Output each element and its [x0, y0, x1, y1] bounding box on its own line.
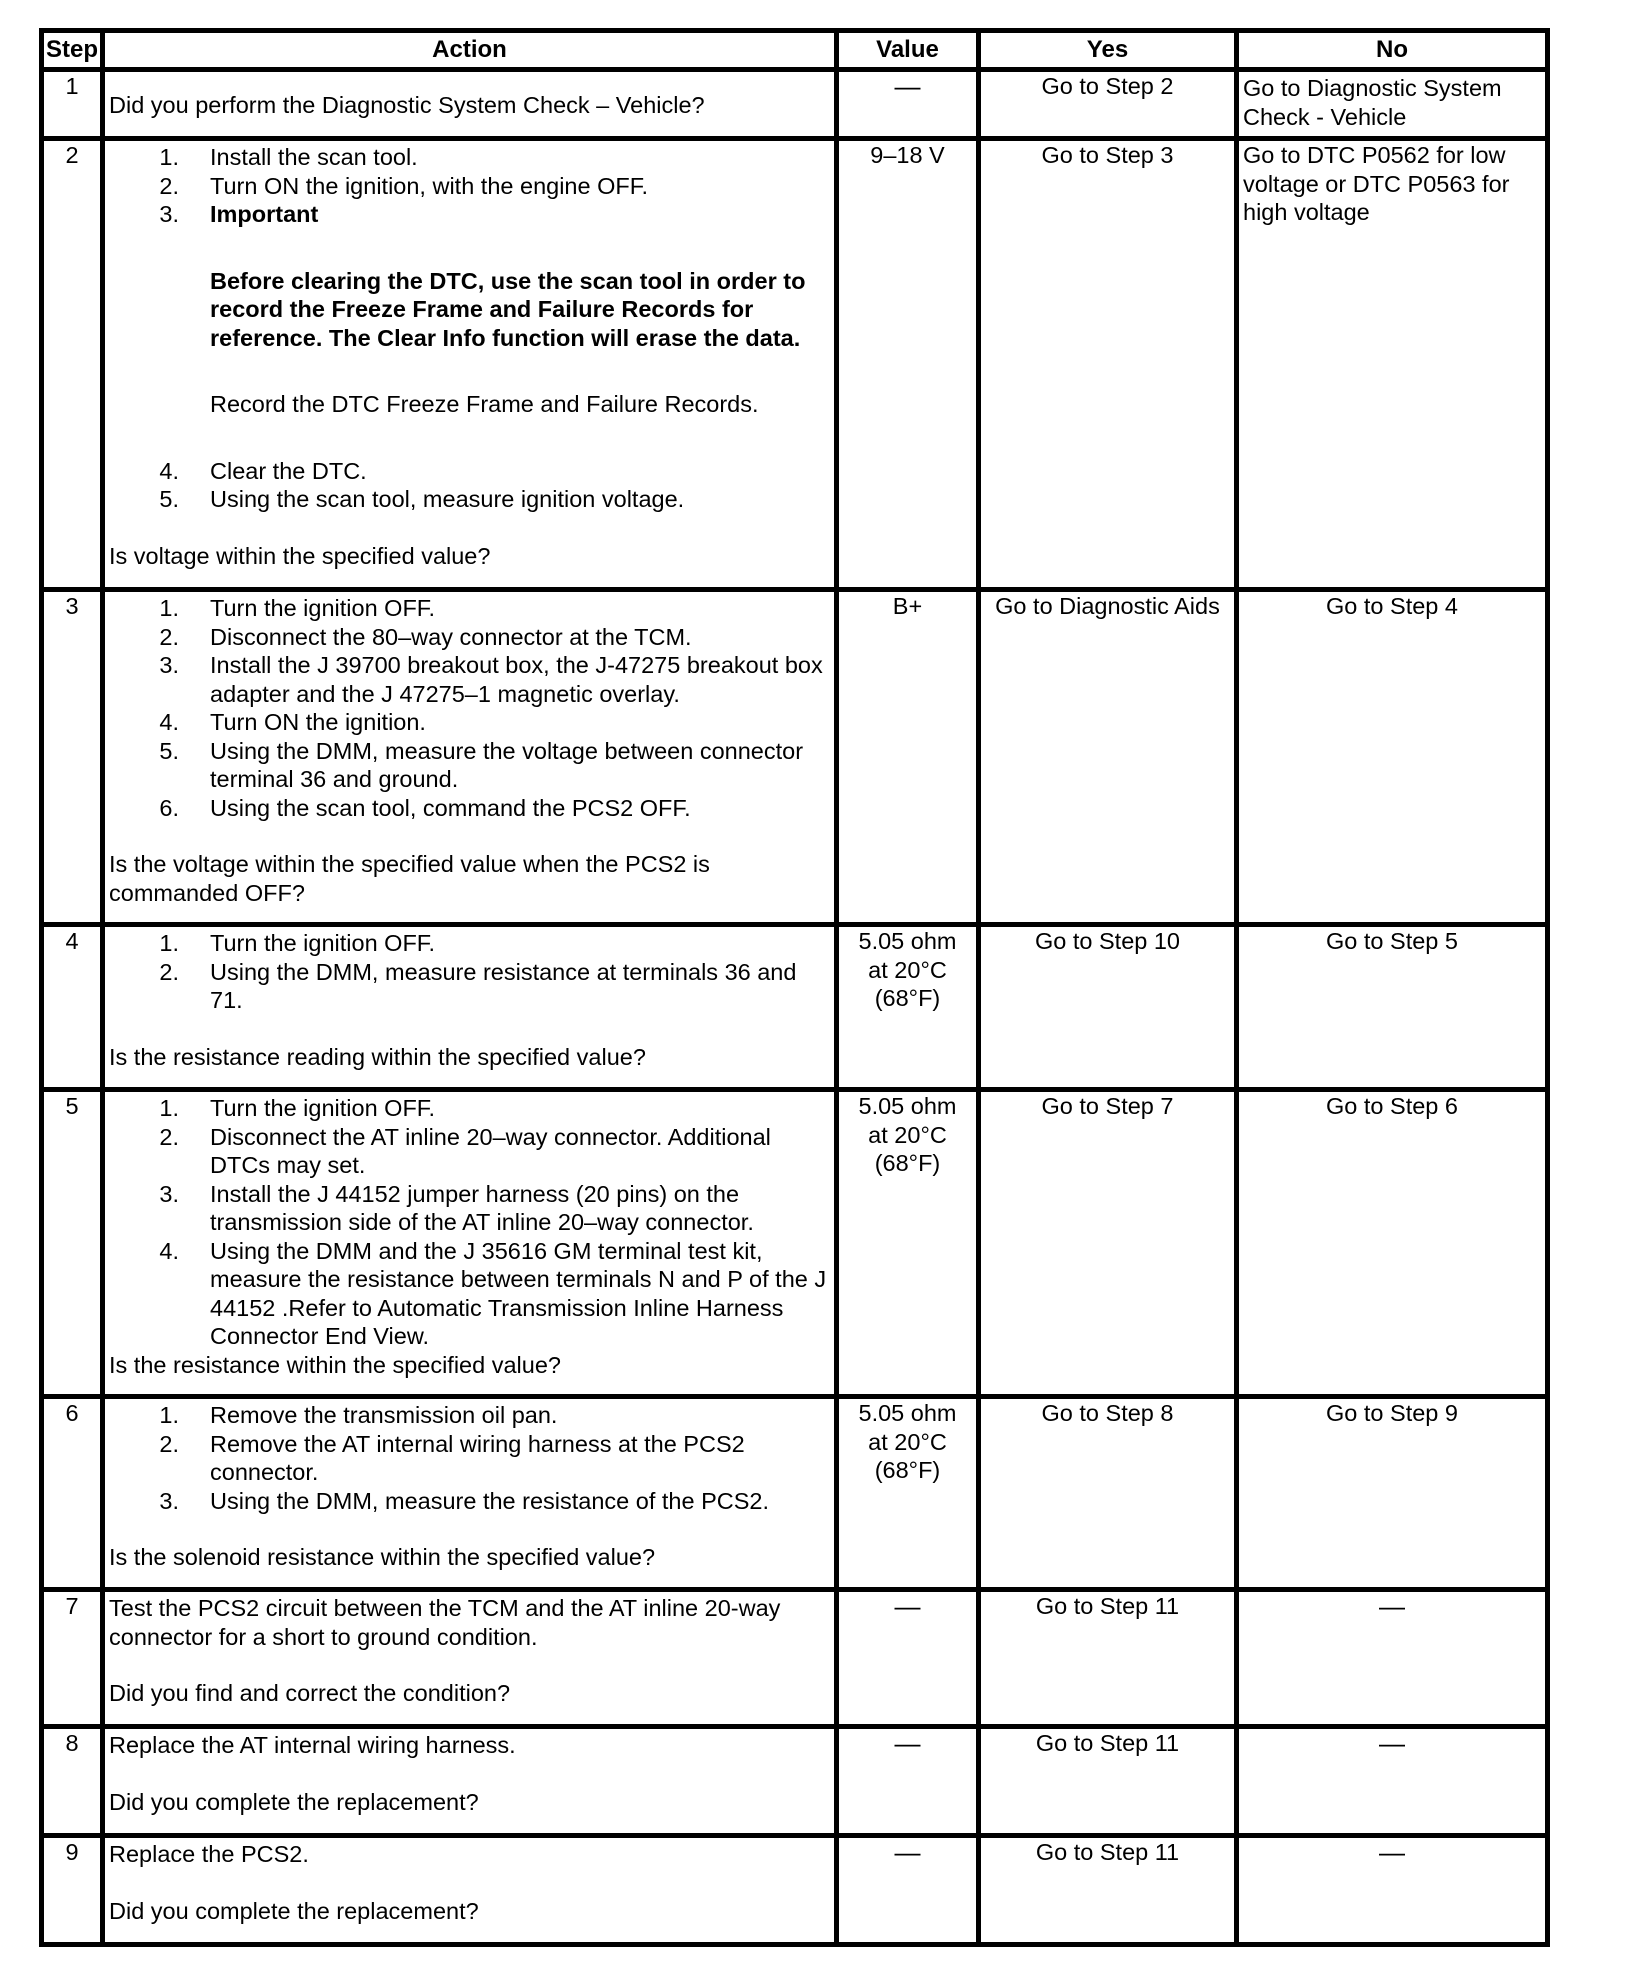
step-number: 2: [42, 139, 103, 590]
list-item: 3. Important: [159, 201, 319, 227]
step-number: 3: [42, 590, 103, 925]
table-row: [42, 1590, 1548, 1727]
yes-text: Go to Step 2: [1041, 73, 1174, 99]
no-text: Go to Diagnostic System Check - Vehicle: [1243, 75, 1502, 130]
step-number: 6: [42, 1397, 103, 1590]
list-item: 6. Using the scan tool, command the PCS2 OFF.: [159, 794, 691, 821]
action-question: Did you complete the replacement?: [109, 1788, 479, 1815]
list-item: 3. Using the DMM, measure the resistance of the PCS2.: [159, 1487, 770, 1514]
action-list: [109, 1401, 830, 1515]
value-cell: [837, 1090, 979, 1397]
value-text: 5.05 ohm at 20°C (68°F): [858, 1400, 957, 1483]
action-question: Is the solenoid resistance within the specified value?: [109, 1544, 656, 1570]
yes-cell: [979, 925, 1237, 1090]
important-note: Before clearing the DTC, use the scan tool in order to record the Freeze Frame and Failure Records for reference. The Clear Info function will erase the data.: [210, 267, 806, 351]
no-cell: [1237, 1397, 1548, 1590]
value-cell: —: [837, 1590, 979, 1727]
yes-cell: [979, 1397, 1237, 1590]
action-cell: [103, 590, 837, 925]
no-text: Go to Step 5: [1326, 928, 1458, 954]
value-cell: 9–18 V: [837, 139, 979, 590]
step-number: 5: [42, 1090, 103, 1397]
action-list: [109, 1094, 830, 1351]
action-list: [109, 457, 830, 514]
list-item: 3. Install the J 39700 breakout box, the J-47275 breakout box adapter and the J 47275–1 magnetic overlay.: [159, 652, 823, 707]
action-question: Is the voltage within the specified value when the PCS2 is commanded OFF?: [109, 851, 710, 906]
list-item: 4. Clear the DTC.: [159, 457, 367, 484]
action-cell: [103, 1836, 837, 1945]
step-number: 7: [42, 1590, 103, 1727]
table-row: [42, 139, 1548, 590]
list-item: 1. Turn the ignition OFF.: [159, 595, 436, 621]
value-cell: [837, 1397, 979, 1590]
table-row: [42, 925, 1548, 1090]
no-cell: [1237, 139, 1548, 590]
list-item: 5. Using the DMM, measure the voltage between connector terminal 36 and ground.: [159, 737, 804, 792]
yes-text: Go to Step 11: [1035, 1730, 1180, 1756]
no-text: Go to Step 4: [1326, 593, 1458, 619]
no-text: Go to DTC P0562 for low voltage or DTC P0563 for high voltage: [1243, 142, 1510, 225]
list-item: 1. Turn the ignition OFF.: [159, 930, 436, 956]
table-row: [42, 1727, 1548, 1836]
action-cell: [103, 1397, 837, 1590]
list-item: 1. Install the scan tool.: [159, 144, 418, 170]
diagnostic-table: [39, 28, 1550, 1947]
list-item: 2. Disconnect the AT inline 20–way connector. Additional DTCs may set.: [159, 1123, 771, 1178]
yes-text: Go to Step 11: [1035, 1593, 1180, 1619]
action-question: Is the resistance reading within the specified value?: [109, 1043, 646, 1070]
yes-text: Go to Step 10: [1034, 928, 1181, 954]
no-text: Go to Step 6: [1326, 1093, 1458, 1119]
table-row: [42, 70, 1548, 139]
list-item: 4. Turn ON the ignition.: [159, 709, 426, 735]
action-cell: [103, 1727, 837, 1836]
action-list: [109, 143, 830, 229]
value-cell: —: [837, 1727, 979, 1836]
table-row: [42, 590, 1548, 925]
yes-cell: [979, 70, 1237, 139]
list-item: 1. Turn the ignition OFF.: [159, 1095, 436, 1121]
step-number: 4: [42, 925, 103, 1090]
list-item: 2. Turn ON the ignition, with the engine OFF.: [159, 172, 649, 199]
list-item: 5. Using the scan tool, measure ignition voltage.: [159, 486, 685, 512]
step-number: 8: [42, 1727, 103, 1836]
header-no: No: [1237, 31, 1548, 70]
yes-cell: [979, 1090, 1237, 1397]
action-list: [109, 929, 830, 1015]
table-row: [42, 1397, 1548, 1590]
header-row: [42, 31, 1548, 70]
action-text: Replace the AT internal wiring harness.: [109, 1732, 516, 1758]
yes-cell: [979, 1836, 1237, 1945]
action-cell: [103, 1090, 837, 1397]
list-item: 1. Remove the transmission oil pan.: [159, 1402, 558, 1428]
action-text: Replace the PCS2.: [109, 1841, 309, 1867]
header-step: Step: [42, 31, 103, 70]
action-cell: [103, 70, 837, 139]
action-question: Did you find and correct the condition?: [109, 1680, 511, 1706]
action-cell: [103, 1590, 837, 1727]
table-row: [42, 1090, 1548, 1397]
list-item: 4. Using the DMM and the J 35616 GM terminal test kit, measure the resistance between terminals N and P of the J 44152 .Refer to Automatic Transmission Inline Harness Connector End View.: [159, 1237, 827, 1349]
list-item: 2. Remove the AT internal wiring harness at the PCS2 connector.: [159, 1430, 745, 1485]
action-question: Did you perform the Diagnostic System Check – Vehicle?: [109, 91, 705, 118]
record-note: Record the DTC Freeze Frame and Failure Records.: [210, 391, 759, 417]
value-text: 5.05 ohm at 20°C (68°F): [858, 1093, 957, 1176]
header-action: Action: [103, 31, 837, 70]
list-item: 3. Install the J 44152 jumper harness (20 pins) on the transmission side of the AT inline 20–way connector.: [159, 1180, 754, 1235]
action-question: Is the resistance within the specified value?: [109, 1351, 561, 1378]
yes-text: Go to Step 8: [1041, 1400, 1174, 1426]
yes-text: Go to Step 7: [1041, 1093, 1174, 1119]
no-cell: [1237, 925, 1548, 1090]
table-row: [42, 1836, 1548, 1945]
no-cell: [1237, 1090, 1548, 1397]
no-cell: —: [1237, 1590, 1548, 1727]
yes-cell: [979, 1590, 1237, 1727]
list-item: 2. Disconnect the 80–way connector at the TCM.: [159, 623, 692, 650]
yes-text: Go to Step 11: [1035, 1839, 1180, 1865]
value-cell: —: [837, 70, 979, 139]
no-cell: —: [1237, 1836, 1548, 1945]
action-question: Did you complete the replacement?: [109, 1897, 479, 1924]
yes-text: Go to Step 3: [1041, 142, 1174, 168]
action-cell: [103, 139, 837, 590]
action-question: Is voltage within the specified value?: [109, 542, 491, 569]
no-cell: —: [1237, 1727, 1548, 1836]
value-cell: [837, 925, 979, 1090]
yes-cell: [979, 1727, 1237, 1836]
no-text: Go to Step 9: [1326, 1400, 1458, 1426]
step-number: 9: [42, 1836, 103, 1945]
no-cell: [1237, 70, 1548, 139]
action-list: [109, 594, 830, 822]
step-number: 1: [42, 70, 103, 139]
value-text: 5.05 ohm at 20°C (68°F): [858, 928, 957, 1011]
diagnostic-table-sheet: [39, 28, 1545, 1947]
yes-cell: [979, 590, 1237, 925]
value-cell: B+: [837, 590, 979, 925]
list-item: 2. Using the DMM, measure resistance at terminals 36 and 71.: [159, 958, 797, 1013]
header-yes: Yes: [979, 31, 1237, 70]
header-value: Value: [837, 31, 979, 70]
action-cell: [103, 925, 837, 1090]
yes-text: Go to Diagnostic Aids: [995, 593, 1220, 619]
no-cell: [1237, 590, 1548, 925]
yes-cell: [979, 139, 1237, 590]
value-cell: —: [837, 1836, 979, 1945]
action-text: Test the PCS2 circuit between the TCM and the AT inline 20-way connector for a short to ground condition.: [109, 1595, 781, 1650]
